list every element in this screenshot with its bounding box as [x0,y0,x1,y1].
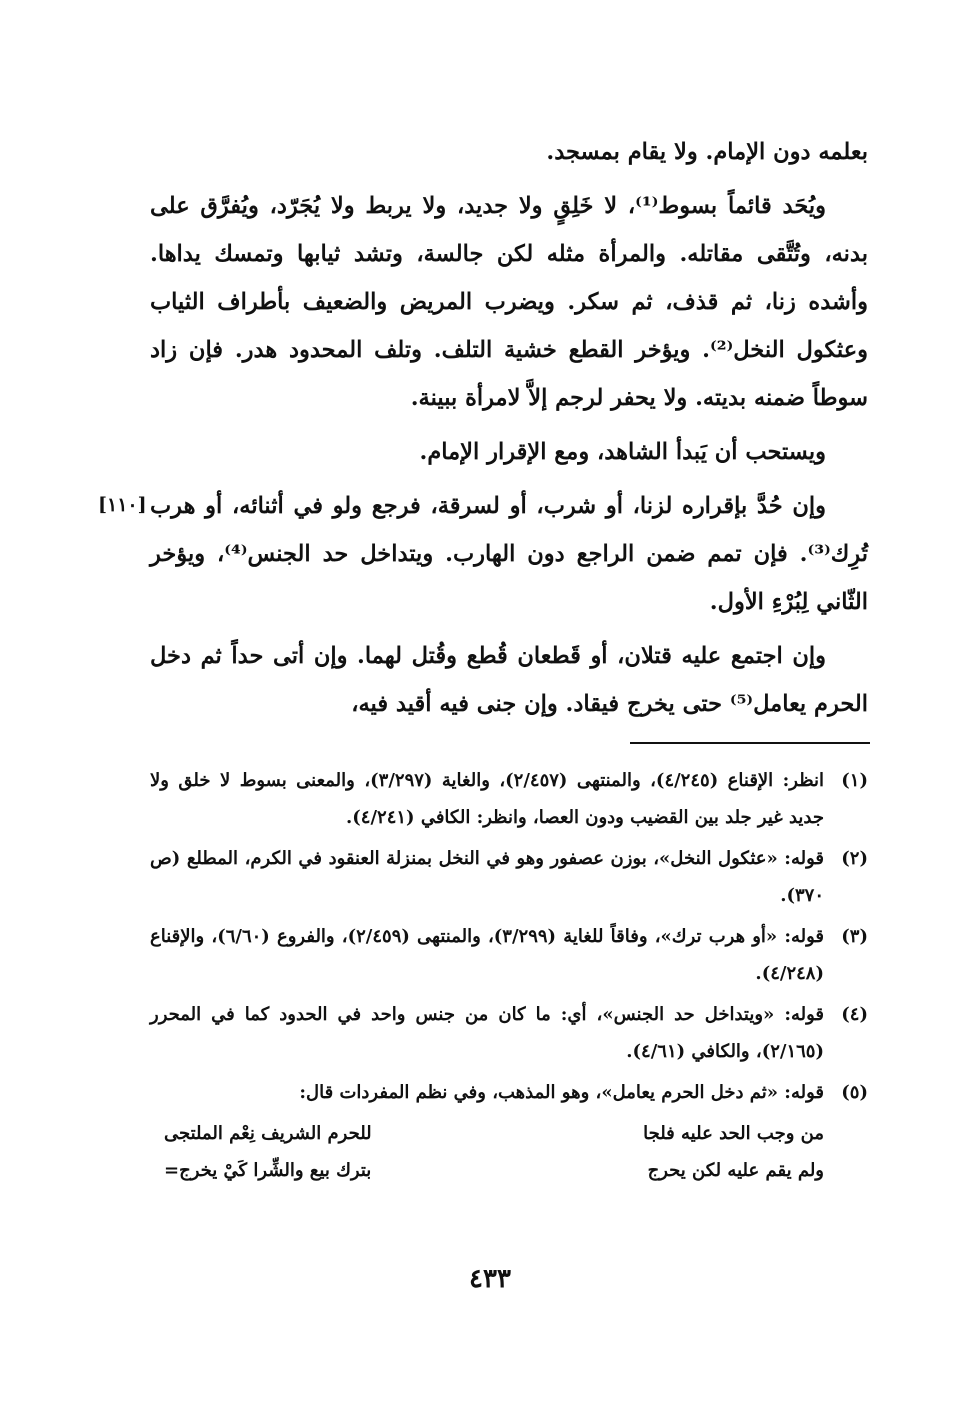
footnote-separator [630,742,870,744]
footnote-text: قوله: «عثكول النخل»، بوزن عصفور وهو في النخل بمنزلة العنقود في الكرم، المطلع (ص ٣٧٠). [150,848,824,906]
paragraph-1: بعلمه دون الإمام. ولا يقام بمسجد. [546,139,868,165]
paragraph-5: وإن اجتمع عليه قتلان، أو قَطعان قُطع وقُتل لهما. وإن أتى حداً ثم دخل الحرم يعامل⁽⁵⁾ حتى يخرج فيقاد. وإن جنى فيه أقيد فيه، [150,643,868,717]
verse-first-hemistich: ولم يقم عليه لكن يحرج [647,1160,824,1181]
page-number: ٤٣٣ [469,1264,511,1294]
footnote-text: قوله: «أو هرب ترك»، وفاقاً للغاية (٣/٢٩٩)، والمنتهى (٢/٤٥٩)، والفروع (٦/٦٠)، والإقناع (٤/٢٤٨). [150,926,825,984]
footnote-number: (٤) [841,1004,868,1025]
footnotes [150,762,868,1189]
paragraph-3: ويستحب أن يَبدأ الشاهد، ومع الإقرار الإمام. [419,439,826,465]
verse-second-hemistich: للحرم الشريف نِعْم الملتجى [164,1123,372,1144]
footnote-4 [150,996,868,1070]
paragraph-4: وإن حُدَّ بإقراره لزنا، أو شرب، أو لسرقة، فرجع ولو في أثنائه، أو هرب تُرِك⁽³⁾. فإن تمم ضمن الراجع دون الهارب. ويتداخل حد الجنس⁽⁴⁾، ويؤخر الثّاني لِبُرْءِ الأول. [150,493,868,615]
main-text [150,128,868,728]
footnote-text: قوله: «ثم دخل الحرم يعامل»، وهو المذهب، وفي نظم المفردات قال: [299,1082,824,1103]
footnote-2 [150,840,868,914]
footnote-5 [150,1074,868,1111]
footnote-number: (٣) [841,926,868,947]
verse-line-1 [150,1115,868,1152]
verse-line-2 [150,1152,868,1189]
verse-first-hemistich: من وجب الحد عليه فلجا [643,1123,824,1144]
verse-second-hemistich: بترك بيع والشِّرا كَيْ يخرج= [164,1160,372,1181]
footnote-3 [150,918,868,992]
margin-page-marker: [١١٠] [98,494,147,516]
footnote-1 [150,762,868,836]
paragraph-2: ويُحَد قائماً بسوط⁽¹⁾، لا خَلِقٍ ولا جديد، ولا يربط ولا يُجَرّد، ويُفرَّق على بدنه، وتُتَّقى مقاتله. والمرأة مثله لكن جالسة، وتشد ثيابها وتمسك يداها. وأشده زنا، ثم قذف، ثم سكر. ويضرب المريض والضعيف بأطراف الثياب وعثكول النخل⁽²⁾. ويؤخر القطع خشية التلف. وتلف المحدود هدر. فإن زاد سوطاً ضمنه بديته. ولا يحفر لرجم إلاَّ لامرأة ببينة. [150,193,868,411]
footnote-number: (٥) [841,1082,868,1103]
footnote-text: قوله: «ويتداخل حد الجنس»، أي: ما كان من جنس واحد في الحدود كما في المحرر (٢/١٦٥)، والكافي (٤/٦١). [150,1004,824,1062]
footnote-text: انظر: الإقناع (٤/٢٤٥)، والمنتهى (٢/٤٥٧)، والغاية (٣/٢٩٧)، والمعنى بسوط لا خلق ولا جديد غير جلد بين القضيب ودون العصا، وانظر: الكافي (٤/٢٤١). [150,770,824,828]
footnote-number: (٢) [841,848,868,869]
footnote-number: (١) [841,770,868,791]
